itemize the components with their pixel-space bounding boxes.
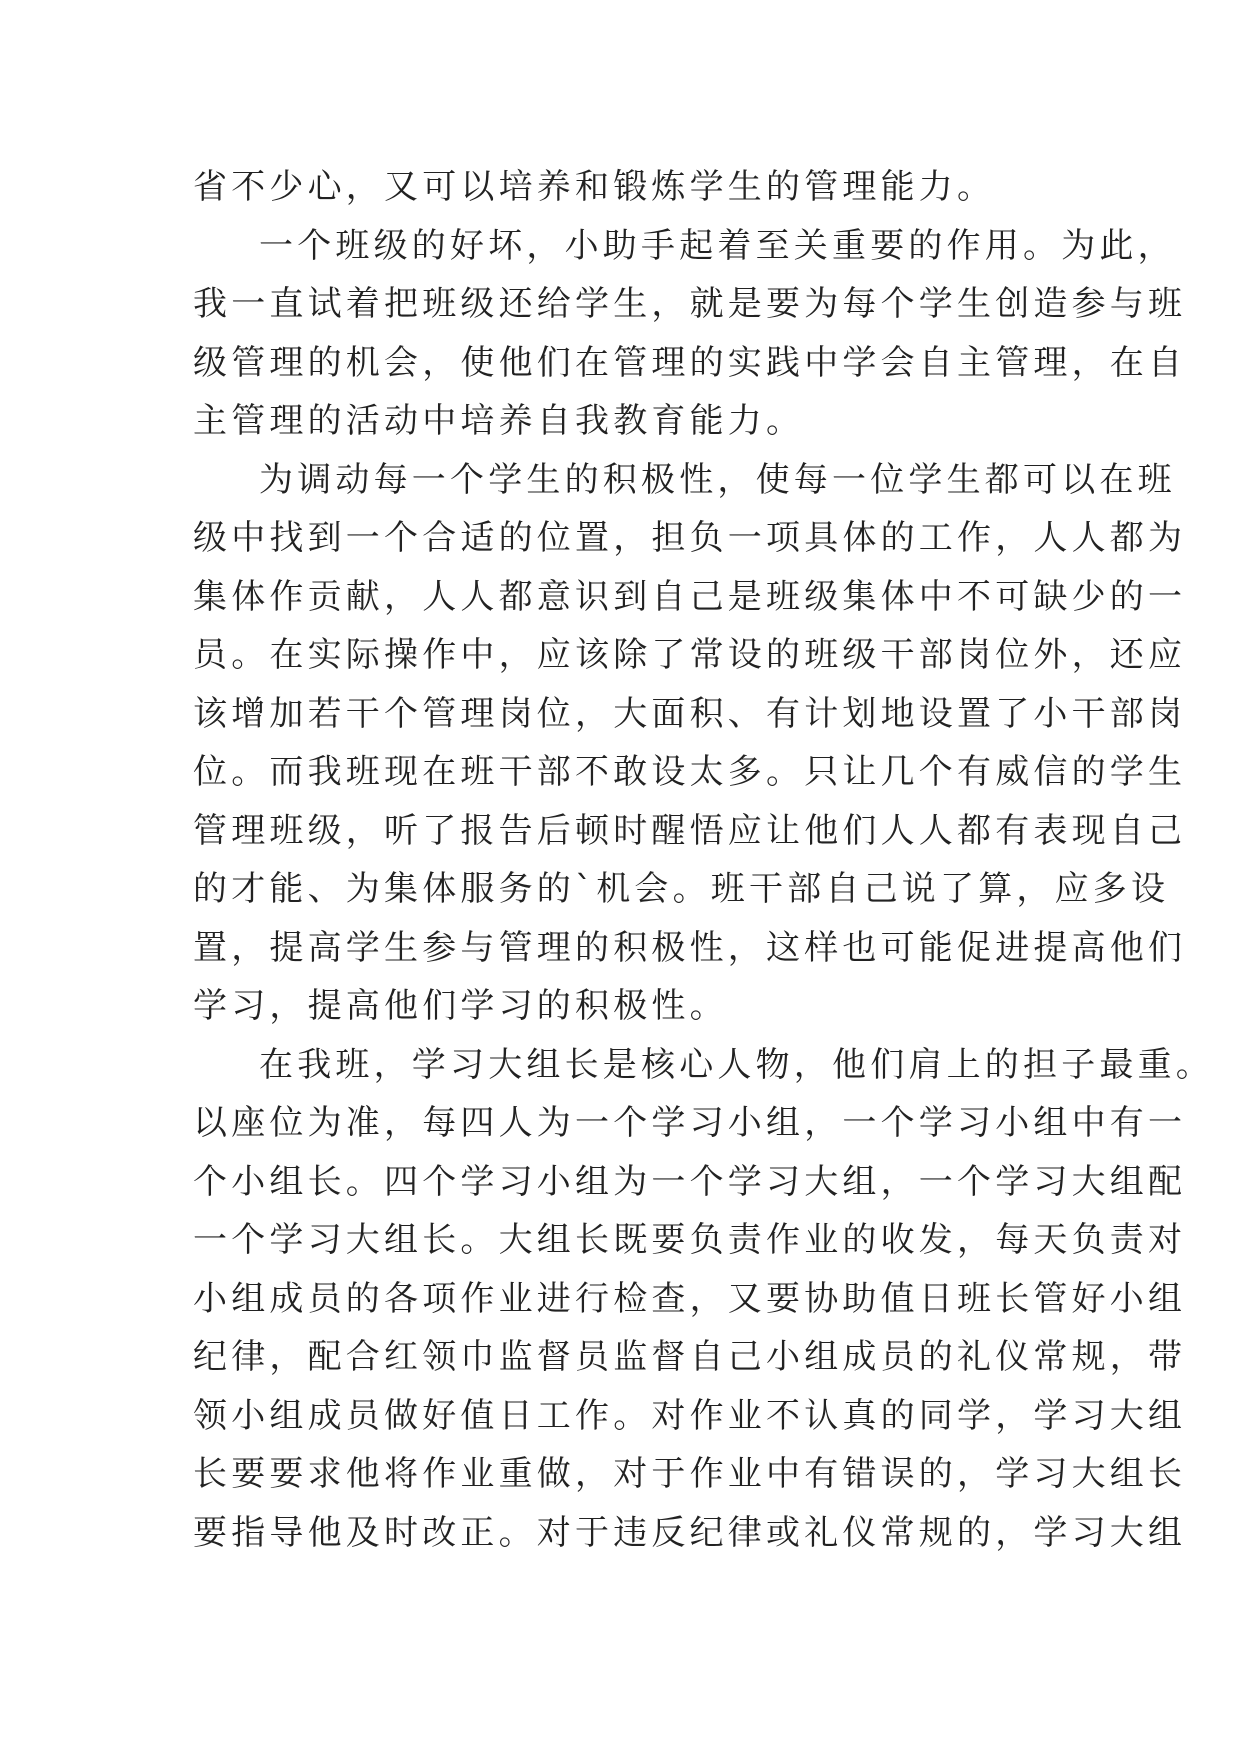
text-line: 学习，提高他们学习的积极性。 xyxy=(193,986,728,1026)
text-line: 领小组成员做好值日工作。对作业不认真的同学，学习大组 xyxy=(193,1395,1187,1436)
text-line: 一个学习大组长。大组长既要负责作业的收发，每天负责对 xyxy=(193,1220,1187,1260)
text-line: 以座位为准，每四人为一个学习小组，一个学习小组中有一 xyxy=(193,1103,1187,1143)
text-line: 长要要求他将作业重做，对于作业中有错误的，学习大组长 xyxy=(193,1454,1187,1494)
text-line: 级管理的机会，使他们在管理的实践中学会自主管理，在自 xyxy=(193,342,1187,383)
text-line: 的才能、为集体服务的`机会。班干部自己说了算，应多设 xyxy=(193,869,1170,909)
text-line: 一个班级的好坏，小助手起着至关重要的作用。为此， xyxy=(259,225,1176,266)
text-line: 主管理的活动中培养自我教育能力。 xyxy=(193,401,805,441)
text-line: 级中找到一个合适的位置，担负一项具体的工作，人人都为 xyxy=(193,518,1187,558)
text-line: 要指导他及时改正。对于违反纪律或礼仪常规的，学习大组 xyxy=(193,1512,1187,1553)
text-line: 小组成员的各项作业进行检查，又要协助值日班长管好小组 xyxy=(193,1278,1187,1319)
text-line: 为调动每一个学生的积极性，使每一位学生都可以在班 xyxy=(259,459,1176,500)
text-line: 个小组长。四个学习小组为一个学习大组，一个学习大组配 xyxy=(193,1161,1187,1202)
text-line: 集体作贡献，人人都意识到自己是班级集体中不可缺少的一 xyxy=(193,576,1187,617)
text-line: 该增加若干个管理岗位，大面积、有计划地设置了小干部岗 xyxy=(193,693,1187,734)
text-line: 管理班级，听了报告后顿时醒悟应让他们人人都有表现自己 xyxy=(193,810,1187,851)
text-line: 我一直试着把班级还给学生，就是要为每个学生创造参与班 xyxy=(193,284,1187,324)
text-line: 置，提高学生参与管理的积极性，这样也可能促进提高他们 xyxy=(193,927,1187,968)
text-line: 省不少心，又可以培养和锻炼学生的管理能力。 xyxy=(193,167,996,207)
text-line: 在我班，学习大组长是核心人物，他们肩上的担子最重。 xyxy=(259,1044,1214,1085)
text-line: 位。而我班现在班干部不敢设太多。只让几个有威信的学生 xyxy=(193,752,1187,792)
document-body xyxy=(193,158,1214,1562)
text-line: 纪律，配合红领巾监督员监督自己小组成员的礼仪常规，带 xyxy=(193,1337,1187,1377)
text-line: 员。在实际操作中，应该除了常设的班级干部岗位外，还应 xyxy=(193,635,1187,675)
